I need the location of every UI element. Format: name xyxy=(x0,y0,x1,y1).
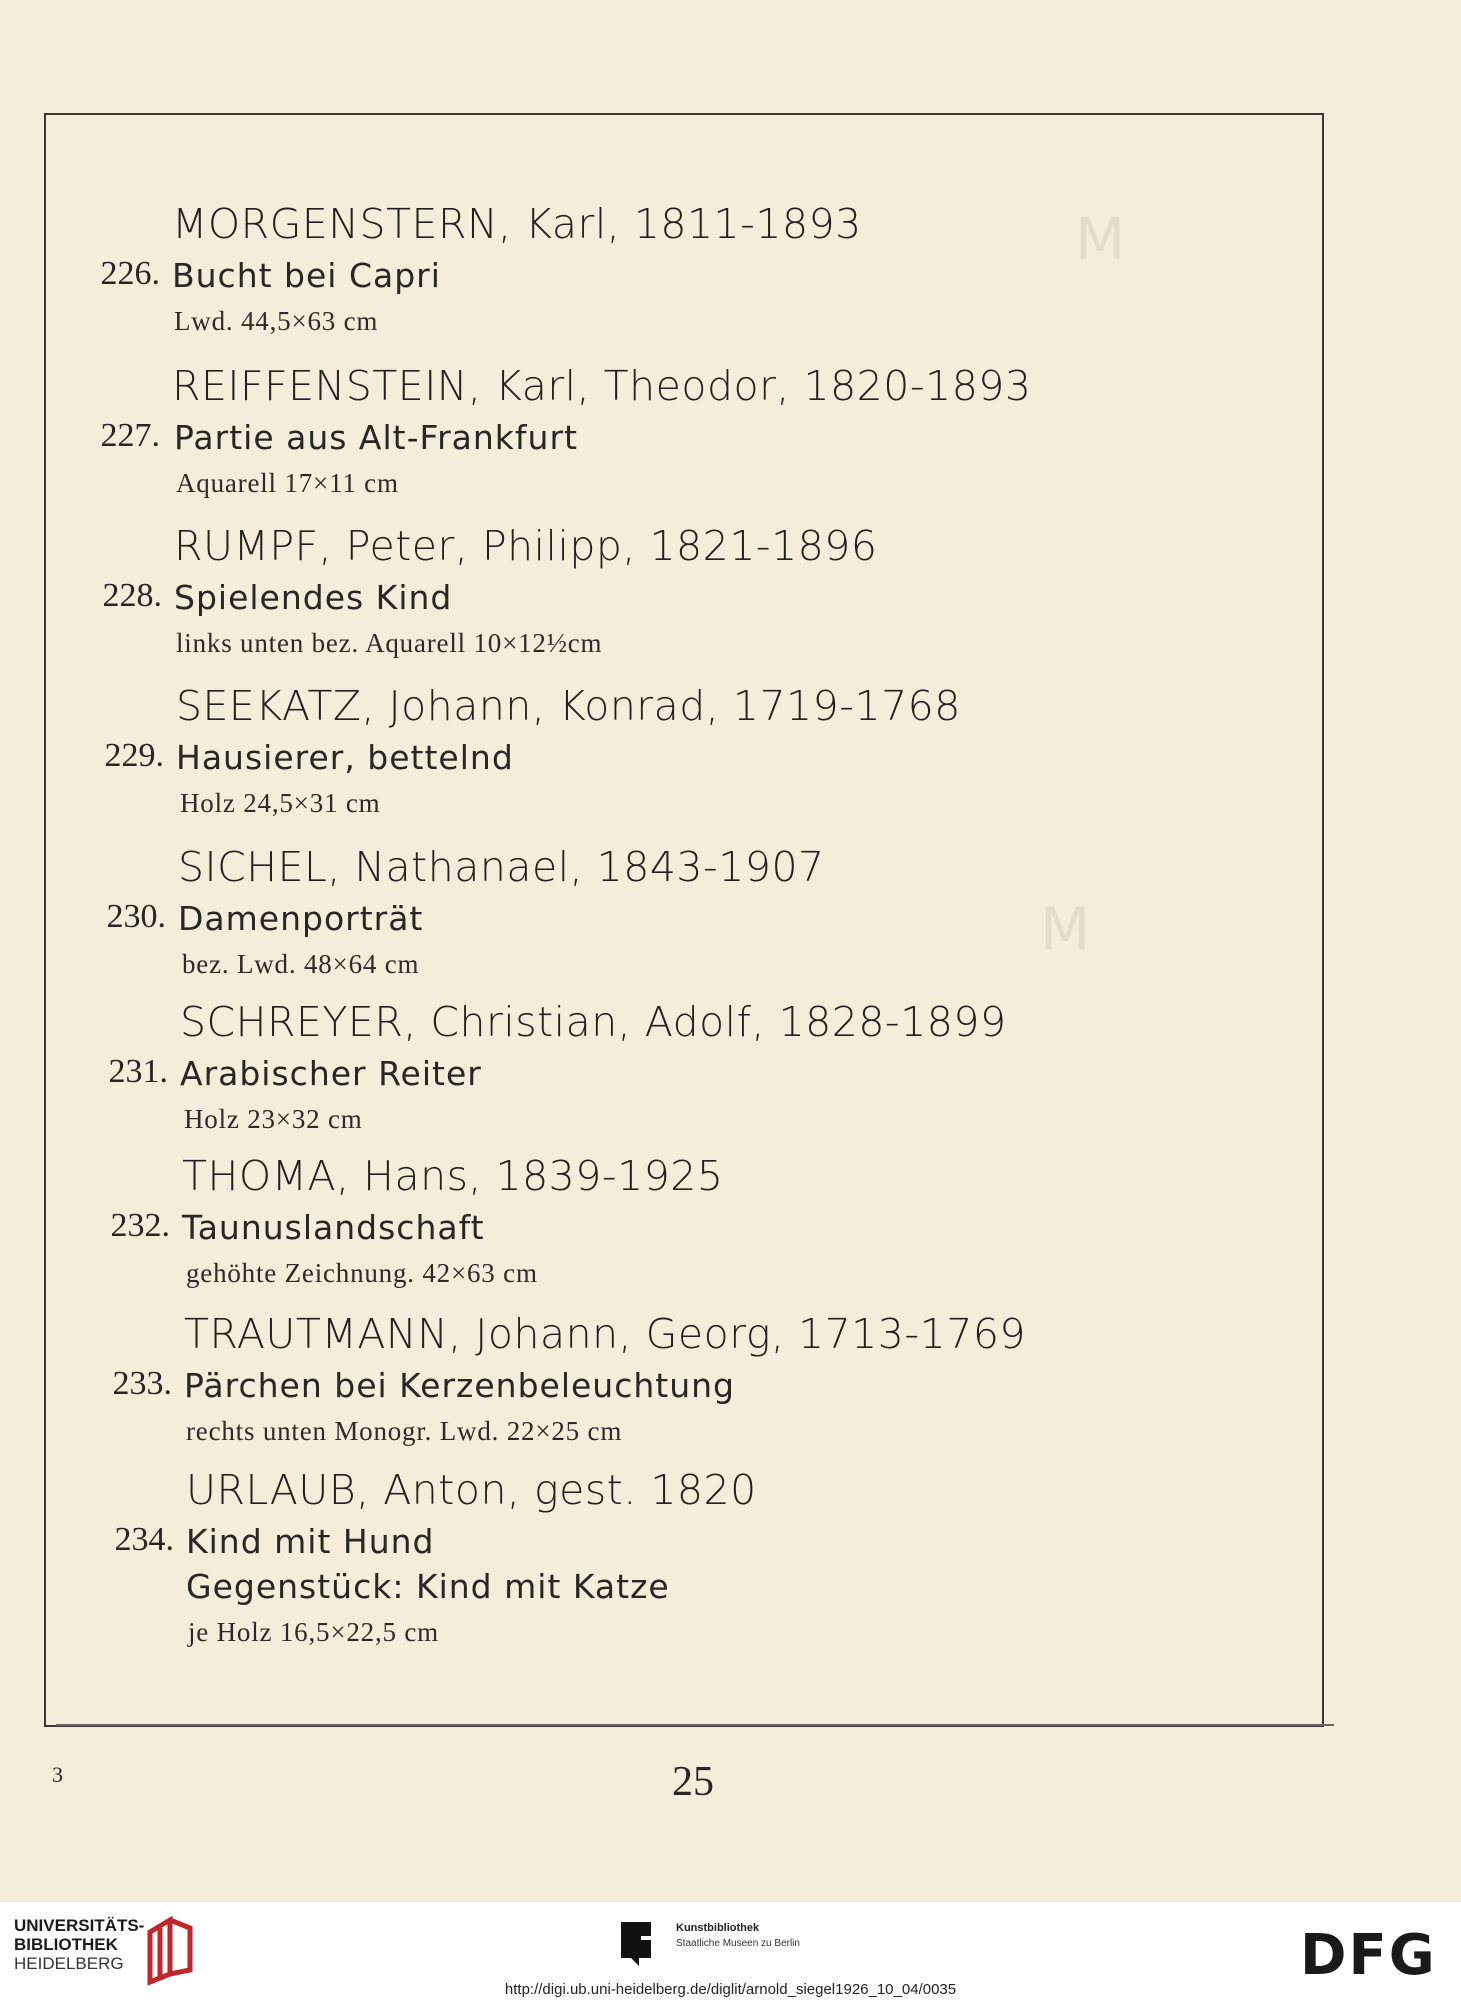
permalink-url[interactable]: http://digi.ub.uni-heidelberg.de/diglit/arnold_siegel1926_10_04/0035 xyxy=(504,1981,957,1998)
library-logo-text xyxy=(14,1916,144,1973)
signature-mark: 3 xyxy=(52,1762,63,1787)
library-name-line: BIBLIOTHEK xyxy=(14,1935,118,1954)
dfg-logo xyxy=(1300,1923,1437,1988)
artwork-details: je Holz 16,5×22,5 cm xyxy=(188,1617,439,1647)
artwork-details: links unten bez. Aquarell 10×12½cm xyxy=(176,628,603,658)
library-emblem-icon xyxy=(142,1914,202,1986)
artwork-details: bez. Lwd. 48×64 cm xyxy=(182,949,420,979)
artist-name: RUMPF, Peter, Philipp, 1821-1896 xyxy=(174,522,878,570)
artwork-details: Holz 24,5×31 cm xyxy=(180,788,381,818)
show-through-artifact: M xyxy=(1075,205,1126,273)
library-name-line: UNIVERSITÄTS- xyxy=(14,1916,145,1935)
artist-name: SICHEL, Nathanael, 1843-1907 xyxy=(178,843,825,891)
artwork-title: Arabischer Reiter xyxy=(180,1054,482,1093)
lot-number: 234. xyxy=(114,1521,174,1558)
library-name-line: HEIDELBERG xyxy=(14,1954,124,1973)
artwork-title: Partie aus Alt-Frankfurt xyxy=(174,418,578,457)
kunstbibliothek-logo-icon xyxy=(621,1922,659,1966)
funder-name: DFG xyxy=(1300,1923,1437,1988)
artwork-companion-title: Gegenstück: Kind mit Katze xyxy=(186,1567,670,1606)
lot-number: 231. xyxy=(108,1053,168,1090)
show-through-artifact: M xyxy=(1040,895,1091,963)
artwork-title: Taunuslandschaft xyxy=(182,1208,485,1247)
artist-name: URLAUB, Anton, gest. 1820 xyxy=(186,1466,757,1514)
artwork-details: Lwd. 44,5×63 cm xyxy=(174,306,379,336)
lot-number: 226. xyxy=(100,255,160,292)
artist-name: SCHREYER, Christian, Adolf, 1828-1899 xyxy=(180,998,1007,1046)
artist-name: THOMA, Hans, 1839-1925 xyxy=(182,1152,724,1200)
artwork-details: Holz 23×32 cm xyxy=(184,1104,363,1134)
artist-name: TRAUTMANN, Johann, Georg, 1713-1769 xyxy=(184,1310,1026,1358)
artwork-details: Aquarell 17×11 cm xyxy=(176,468,399,498)
partner-institution xyxy=(676,1922,800,1949)
artwork-title: Pärchen bei Kerzenbeleuchtung xyxy=(184,1366,735,1405)
partner-subtitle: Staatliche Museen zu Berlin xyxy=(676,1938,800,1949)
lot-number: 227. xyxy=(100,417,160,454)
artwork-title: Bucht bei Capri xyxy=(172,256,441,295)
artwork-title: Damenporträt xyxy=(178,899,424,938)
partner-title: Kunstbibliothek xyxy=(676,1922,760,1934)
lot-number: 229. xyxy=(104,737,164,774)
artwork-details: rechts unten Monogr. Lwd. 22×25 cm xyxy=(186,1416,623,1446)
lot-number: 230. xyxy=(106,898,166,935)
artwork-title: Hausierer, bettelnd xyxy=(176,738,514,777)
artwork-details: gehöhte Zeichnung. 42×63 cm xyxy=(186,1258,538,1288)
lot-number: 233. xyxy=(112,1365,172,1402)
page-number: 25 xyxy=(672,1759,714,1805)
artist-name: SEEKATZ, Johann, Konrad, 1719-1768 xyxy=(176,682,961,730)
artist-name: MORGENSTERN, Karl, 1811-1893 xyxy=(172,200,862,248)
artwork-title: Spielendes Kind xyxy=(174,578,453,617)
lot-number: 228. xyxy=(102,577,162,614)
artist-name: REIFFENSTEIN, Karl, Theodor, 1820-1893 xyxy=(172,362,1032,410)
artwork-title: Kind mit Hund xyxy=(186,1522,435,1561)
lot-number: 232. xyxy=(110,1207,170,1244)
page-border-shadow xyxy=(56,1724,1334,1726)
